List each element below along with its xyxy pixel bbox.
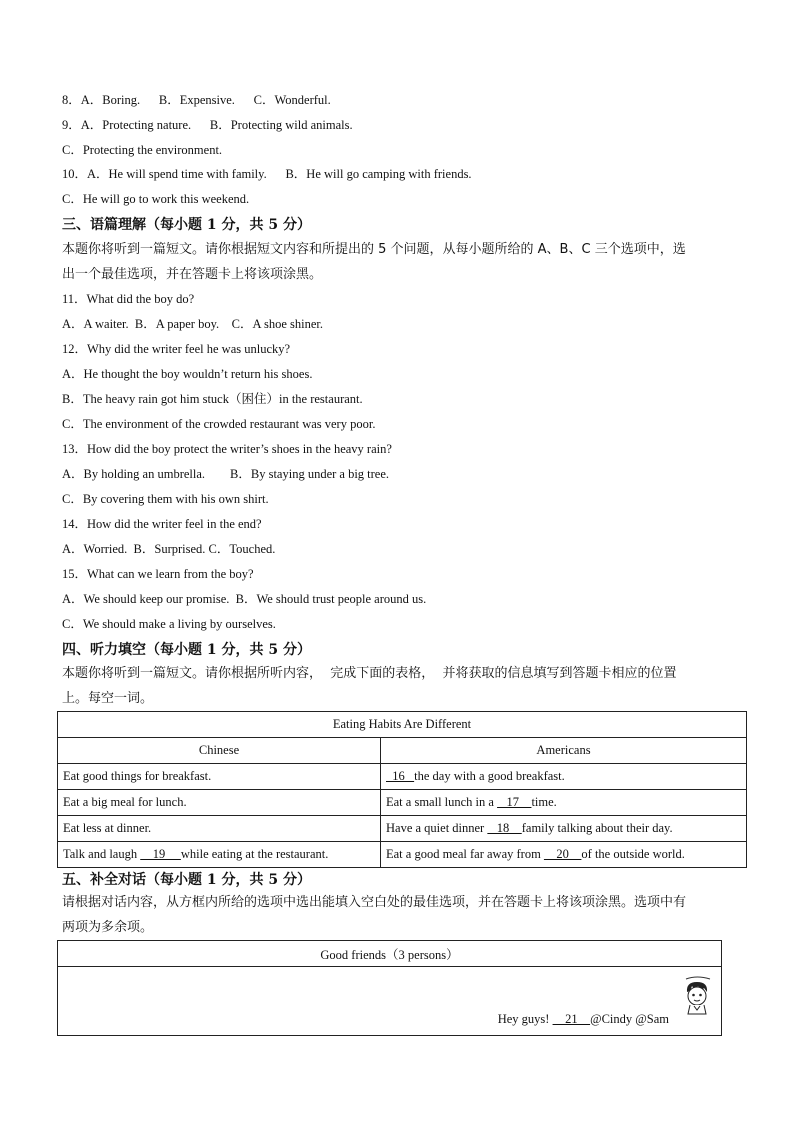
cell-text: time. [531,795,557,809]
question-11-options: A．A waiter. B．A paper boy. C．A shoe shiner. [62,317,323,331]
question-11: 11．What did the boy do? [62,292,195,306]
section-3-instructions-line-2: 出一个最佳选项，并在答题卡上将该项涂黑。 [62,267,323,282]
question-13-option-c: C．By covering them with his own shirt. [62,492,269,506]
question-8: 8．A．Boring. B．Expensive. C．Wonderful. [62,93,331,107]
table-row [58,764,747,790]
table-cell: Eat less at dinner. [58,816,381,842]
cell-text: Eat a small lunch in a [386,795,498,809]
section-4-instructions-line-1: 本题你将听到一篇短文。请你根据所听内容， 完成下面的表格， 并将获取的信息填写到答题卡相应的位置 [62,666,677,681]
cell-text: Have a quiet dinner [386,821,488,835]
section-4-instructions-line-2: 上。每空一词。 [62,691,154,706]
table-cell [381,816,747,842]
table-cell [381,842,747,868]
question-12: 12．Why did the writer feel he was unlucky? [62,342,291,356]
question-15: 15．What can we learn from the boy? [62,567,254,581]
chat-body [58,967,722,1036]
eating-habits-table [57,711,747,868]
question-14: 14．How did the writer feel in the end? [62,517,262,531]
question-12-option-b: B．The heavy rain got him stuck（困住）in the restaurant. [62,392,363,406]
table-cell [381,790,747,816]
question-9: 9．A．Protecting nature. B．Protecting wild animals. [62,118,353,132]
cartoon-boy-avatar-icon [680,976,714,1016]
section-4-title: 四、听力填空（每小题 1 分，共 5 分） [62,642,311,658]
question-13: 13．How did the boy protect the writer’s shoes in the heavy rain? [62,442,392,456]
table-cell: Eat a big meal for lunch. [58,790,381,816]
section-4-instructions [62,661,734,711]
blank-18[interactable]: 18 [487,821,522,835]
section-5-instructions-line-1: 请根据对话内容，从方框内所给的选项中选出能填入空白处的最佳选项，并在答题卡上将该项涂黑。选项中有 [62,895,687,910]
question-10-option-c: C．He will go to work this weekend. [62,192,250,206]
blank-17[interactable]: 17 [497,795,532,809]
cell-text: of the outside world. [581,847,685,861]
table-row [58,790,747,816]
blank-20[interactable]: 20 [543,847,582,861]
question-15-option-c: C．We should make a living by ourselves. [62,617,276,631]
table-cell [58,842,381,868]
question-9-option-c: C．Protecting the environment. [62,143,223,157]
section-3-instructions-line-1: 本题你将听到一篇短文。请你根据短文内容和所提出的 5 个问题，从每小题所给的 A、B、C 三个选项中，选 [62,242,686,257]
table-cell [381,764,747,790]
cell-text: family talking about their day. [521,821,673,835]
chat-mentions: @Cindy @Sam [590,1012,669,1026]
section-3-title: 三、语篇理解（每小题 1 分，共 5 分） [62,217,311,233]
blank-16[interactable]: 16 [386,769,415,783]
cell-text: while eating at the restaurant. [180,847,329,861]
group-chat-box [57,940,722,1036]
question-13-options: A．By holding an umbrella. B．By staying under a big tree. [62,467,390,481]
table-cell: Eat good things for breakfast. [58,764,381,790]
section-5-instructions-line-2: 两项为多余项。 [62,920,154,935]
section-5-title: 五、补全对话（每小题 1 分，共 5 分） [62,872,311,888]
question-12-option-c: C．The environment of the crowded restaurant was very poor. [62,417,376,431]
question-14-options: A．Worried. B．Surprised. C．Touched. [62,542,276,556]
cell-text: Talk and laugh [63,847,141,861]
table-row [58,816,747,842]
question-10: 10．A．He will spend time with family. B．He will go camping with friends. [62,167,472,181]
column-header-americans: Americans [381,738,747,764]
table-row [58,842,747,868]
section-3-instructions [62,237,734,287]
question-15-options: A．We should keep our promise. B．We should trust people around us. [62,592,427,606]
blank-21[interactable]: 21 [552,1012,591,1026]
chat-title: Good friends（3 persons） [58,941,722,967]
cell-text: the day with a good breakfast. [414,769,565,783]
column-header-chinese: Chinese [58,738,381,764]
chat-message-text: Hey guys! [497,1012,553,1026]
cell-text: Eat a good meal far away from [386,847,544,861]
blank-19[interactable]: 19 [140,847,181,861]
table-title: Eating Habits Are Different [58,712,747,738]
question-12-option-a: A．He thought the boy wouldn’t return his shoes. [62,367,313,381]
section-5-instructions [62,890,734,940]
